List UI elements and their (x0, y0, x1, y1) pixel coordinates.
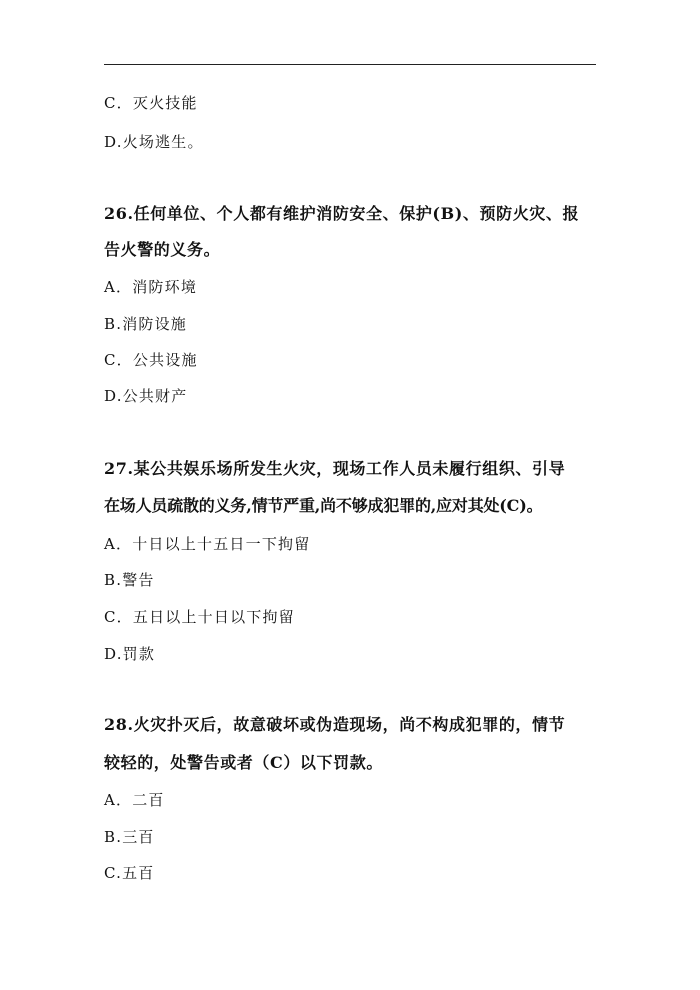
question-26-option-a: A．消防环境 (104, 278, 198, 296)
question-27-line-1: 27.某公共娱乐场所发生火灾，现场工作人员未履行组织、引导 (104, 459, 566, 478)
header-rule (104, 64, 596, 65)
question-26-line-1: 26.任何单位、个人都有维护消防安全、保护(B)、预防火灾、报 (104, 204, 580, 223)
question-28-option-a: A．二百 (104, 791, 165, 809)
question-28-option-b: B.三百 (104, 828, 155, 846)
question-27-option-d: D.罚款 (104, 645, 156, 663)
question-27-option-a: A．十日以上十五日一下拘留 (104, 535, 311, 553)
question-26-option-d: D.公共财产 (104, 387, 188, 405)
option-d-fire-escape: D.火场逃生。 (104, 133, 204, 151)
question-26-option-b: B.消防设施 (104, 315, 187, 333)
question-26-line-2: 告火警的义务。 (104, 240, 221, 259)
question-28-option-c: C.五百 (104, 864, 155, 882)
question-26-option-c: C．公共设施 (104, 351, 198, 369)
question-27-option-c: C．五日以上十日以下拘留 (104, 608, 295, 626)
question-28-line-2: 较轻的，处警告或者（C）以下罚款。 (104, 753, 383, 772)
question-27-option-b: B.警告 (104, 571, 155, 589)
option-c-firefighting-skill: C．灭火技能 (104, 94, 198, 112)
question-27-line-2: 在场人员疏散的义务,情节严重,尚不够成犯罪的,应对其处(C)。 (104, 496, 543, 515)
question-28-line-1: 28.火灾扑灭后，故意破坏或伪造现场，尚不构成犯罪的，情节 (104, 715, 566, 734)
